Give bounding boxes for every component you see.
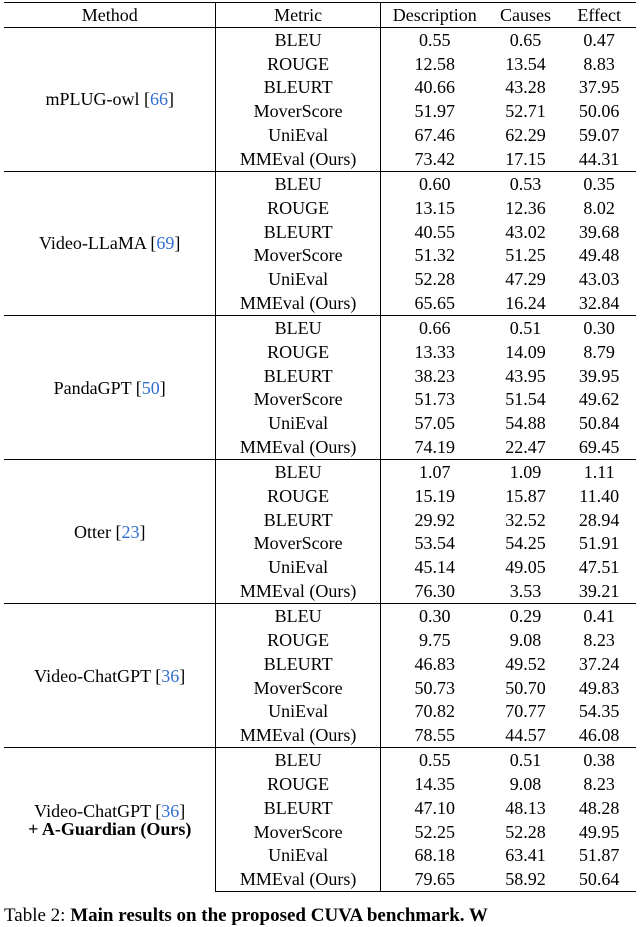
metric-cell: BLEURT	[216, 508, 380, 532]
causes-value: 0.29	[489, 604, 563, 628]
table-caption	[4, 905, 488, 927]
metric-cell: MMEval (Ours)	[216, 723, 380, 747]
causes-value: 47.29	[505, 269, 546, 290]
description-value: 46.83	[414, 653, 455, 674]
description-value: 76.30	[414, 581, 455, 602]
effect-value: 0.35	[562, 171, 636, 195]
method-cell	[4, 171, 216, 315]
description-value: 0.30	[380, 604, 488, 628]
method-text: + A-Guardian (Ours)	[28, 818, 192, 839]
causes-value: 12.36	[505, 197, 546, 218]
metric-cell: BLEU	[216, 748, 380, 772]
description-value: 40.55	[414, 221, 455, 242]
results-table	[4, 2, 636, 892]
description-value: 0.60	[380, 171, 488, 195]
description-value: 29.92	[414, 509, 455, 530]
method-name	[4, 379, 215, 397]
table-row	[4, 748, 636, 772]
metric-cell: ROUGE	[216, 484, 380, 508]
effect-value: 28.94	[578, 509, 620, 530]
effect-value: 11.40	[579, 485, 620, 506]
metric-cell: MoverScore	[216, 99, 380, 123]
effect-value: 8.83	[583, 53, 615, 74]
effect-value: 39.21	[578, 581, 620, 602]
method-text: Video-LLaMA [	[39, 233, 157, 254]
causes-value: 0.53	[489, 171, 563, 195]
causes-value: 0.51	[489, 315, 563, 339]
metric-cell: UniEval	[216, 844, 380, 868]
method-cell	[4, 748, 216, 892]
description-value: 52.28	[414, 269, 455, 290]
table-row	[4, 315, 636, 339]
effect-value: 54.35	[578, 701, 620, 722]
metric-cell: ROUGE	[216, 340, 380, 364]
metric-cell: BLEURT	[216, 652, 380, 676]
citation-link[interactable]: 36	[161, 800, 180, 821]
citation-link[interactable]: 50	[141, 377, 160, 398]
causes-value: 22.47	[505, 437, 546, 458]
metric-cell: BLEU	[216, 171, 380, 195]
citation-bracket: ]	[179, 665, 186, 686]
causes-value: 1.09	[489, 460, 563, 484]
causes-value: 49.52	[505, 653, 546, 674]
metric-cell: BLEURT	[216, 796, 380, 820]
method-text: mPLUG-owl [	[45, 89, 150, 110]
effect-value: 50.06	[578, 101, 620, 122]
description-value: 0.55	[380, 27, 488, 51]
causes-value: 15.87	[505, 485, 546, 506]
header-row	[4, 3, 636, 28]
description-value: 12.58	[414, 53, 455, 74]
causes-value: 0.51	[489, 748, 563, 772]
metric-cell: MoverScore	[216, 388, 380, 412]
header-description: Description	[380, 3, 488, 28]
causes-value: 17.15	[505, 148, 546, 169]
effect-value: 39.68	[578, 221, 620, 242]
causes-value: 32.52	[505, 509, 546, 530]
description-value: 45.14	[414, 557, 455, 578]
description-value: 52.25	[414, 821, 455, 842]
description-value: 67.46	[414, 125, 455, 146]
effect-value: 48.28	[578, 797, 620, 818]
causes-value: 43.02	[505, 221, 546, 242]
effect-value: 0.30	[562, 315, 636, 339]
causes-value: 44.57	[505, 725, 546, 746]
effect-value: 49.95	[578, 821, 620, 842]
effect-value: 49.62	[578, 389, 620, 410]
method-name	[4, 802, 215, 820]
effect-value: 0.47	[562, 27, 636, 51]
effect-value: 8.23	[583, 629, 615, 650]
description-value: 40.66	[414, 77, 455, 98]
description-value: 15.19	[414, 485, 455, 506]
method-cell	[4, 27, 216, 171]
causes-value: 49.05	[505, 557, 546, 578]
causes-value: 48.13	[505, 797, 546, 818]
effect-value: 8.02	[583, 197, 615, 218]
citation-bracket: ]	[167, 89, 174, 110]
metric-cell: BLEU	[216, 315, 380, 339]
causes-value: 0.65	[489, 27, 563, 51]
metric-cell: UniEval	[216, 123, 380, 147]
method-text: Otter [	[73, 521, 122, 542]
table-body	[4, 27, 636, 891]
description-value: 13.33	[414, 341, 455, 362]
citation-link[interactable]: 23	[121, 521, 140, 542]
metric-cell: BLEU	[216, 27, 380, 51]
description-value: 0.55	[380, 748, 488, 772]
caption-prefix: Table 2:	[4, 905, 71, 926]
caption-bold-text: Main results on the proposed CUVA benchmark. W	[70, 905, 488, 926]
effect-value: 0.41	[562, 604, 636, 628]
effect-value: 1.11	[562, 460, 636, 484]
causes-value: 43.28	[505, 77, 546, 98]
header-method: Method	[4, 3, 216, 28]
description-value: 13.15	[414, 197, 455, 218]
description-value: 65.65	[414, 293, 455, 314]
effect-value: 49.48	[578, 245, 620, 266]
method-cell	[4, 460, 216, 604]
effect-value: 59.07	[578, 125, 620, 146]
metric-cell: MMEval (Ours)	[216, 867, 380, 891]
method-text: Video-ChatGPT [	[34, 665, 162, 686]
description-value: 53.54	[414, 533, 455, 554]
metric-cell: MoverScore	[216, 532, 380, 556]
metric-cell: UniEval	[216, 411, 380, 435]
effect-value: 8.23	[583, 773, 615, 794]
description-value: 79.65	[380, 867, 488, 891]
citation-bracket: ]	[174, 233, 181, 254]
description-value: 51.97	[414, 101, 455, 122]
header-causes: Causes	[489, 3, 563, 28]
metric-cell: MMEval (Ours)	[216, 147, 380, 171]
description-value: 50.73	[414, 677, 455, 698]
effect-value: 50.84	[578, 413, 620, 434]
metric-cell: UniEval	[216, 555, 380, 579]
description-value: 1.07	[380, 460, 488, 484]
causes-value: 50.70	[505, 677, 546, 698]
causes-value: 52.28	[505, 821, 546, 842]
method-cell	[4, 315, 216, 459]
effect-value: 51.91	[578, 533, 620, 554]
header-effect: Effect	[562, 3, 636, 28]
metric-cell: ROUGE	[216, 628, 380, 652]
table-row	[4, 460, 636, 484]
metric-cell: UniEval	[216, 267, 380, 291]
causes-value: 51.54	[505, 389, 546, 410]
metric-cell: BLEU	[216, 604, 380, 628]
method-text: PandaGPT [	[53, 377, 142, 398]
description-value: 78.55	[414, 725, 455, 746]
metric-cell: ROUGE	[216, 52, 380, 76]
description-value: 68.18	[414, 845, 455, 866]
method-name	[4, 820, 215, 838]
causes-value: 54.25	[505, 533, 546, 554]
causes-value: 43.95	[505, 365, 546, 386]
effect-value: 50.64	[562, 867, 636, 891]
effect-value: 37.24	[578, 653, 620, 674]
metric-cell: BLEU	[216, 460, 380, 484]
table-row	[4, 604, 636, 628]
method-name	[4, 234, 215, 252]
effect-value: 8.79	[583, 341, 615, 362]
description-value: 57.05	[414, 413, 455, 434]
table-row	[4, 171, 636, 195]
metric-cell: BLEURT	[216, 364, 380, 388]
description-value: 51.32	[414, 245, 455, 266]
description-value: 74.19	[414, 437, 455, 458]
method-text: Video-ChatGPT [	[34, 800, 162, 821]
method-name	[4, 90, 215, 108]
effect-value: 37.95	[578, 77, 620, 98]
method-cell	[4, 604, 216, 748]
metric-cell: BLEURT	[216, 220, 380, 244]
metric-cell: ROUGE	[216, 772, 380, 796]
causes-value: 3.53	[509, 581, 542, 602]
causes-value: 58.92	[489, 867, 563, 891]
metric-cell: MMEval (Ours)	[216, 579, 380, 603]
metric-cell: MoverScore	[216, 676, 380, 700]
causes-value: 16.24	[505, 293, 546, 314]
effect-value: 46.08	[578, 725, 620, 746]
causes-value: 9.08	[509, 773, 542, 794]
causes-value: 62.29	[505, 125, 546, 146]
description-value: 51.73	[414, 389, 455, 410]
metric-cell: UniEval	[216, 699, 380, 723]
causes-value: 63.41	[505, 845, 546, 866]
table-row	[4, 27, 636, 51]
effect-value: 44.31	[578, 148, 620, 169]
causes-value: 9.08	[509, 629, 542, 650]
causes-value: 70.77	[505, 701, 546, 722]
citation-bracket: ]	[139, 521, 146, 542]
description-value: 9.75	[418, 629, 451, 650]
causes-value: 13.54	[505, 53, 546, 74]
description-value: 73.42	[414, 148, 455, 169]
citation-link[interactable]: 66	[149, 89, 168, 110]
effect-value: 39.95	[578, 365, 620, 386]
effect-value: 43.03	[578, 269, 620, 290]
metric-cell: MoverScore	[216, 243, 380, 267]
metric-cell: MoverScore	[216, 820, 380, 844]
description-value: 14.35	[414, 773, 455, 794]
citation-bracket: ]	[179, 800, 186, 821]
effect-value: 0.38	[562, 748, 636, 772]
metric-cell: ROUGE	[216, 196, 380, 220]
citation-link[interactable]: 36	[161, 665, 180, 686]
citation-bracket: ]	[159, 377, 166, 398]
citation-link[interactable]: 69	[156, 233, 175, 254]
causes-value: 51.25	[505, 245, 546, 266]
effect-value: 51.87	[578, 845, 620, 866]
metric-cell: MMEval (Ours)	[216, 435, 380, 459]
effect-value: 32.84	[578, 293, 620, 314]
effect-value: 49.83	[578, 677, 620, 698]
effect-value: 69.45	[578, 437, 620, 458]
method-name	[4, 523, 215, 541]
description-value: 70.82	[414, 701, 455, 722]
description-value: 38.23	[414, 365, 455, 386]
metric-cell: BLEURT	[216, 76, 380, 100]
causes-value: 52.71	[505, 101, 546, 122]
description-value: 0.66	[380, 315, 488, 339]
effect-value: 47.51	[578, 557, 620, 578]
description-value: 47.10	[414, 797, 455, 818]
method-name	[4, 667, 215, 685]
causes-value: 14.09	[505, 341, 546, 362]
header-metric: Metric	[216, 3, 380, 28]
metric-cell: MMEval (Ours)	[216, 291, 380, 315]
causes-value: 54.88	[505, 413, 546, 434]
